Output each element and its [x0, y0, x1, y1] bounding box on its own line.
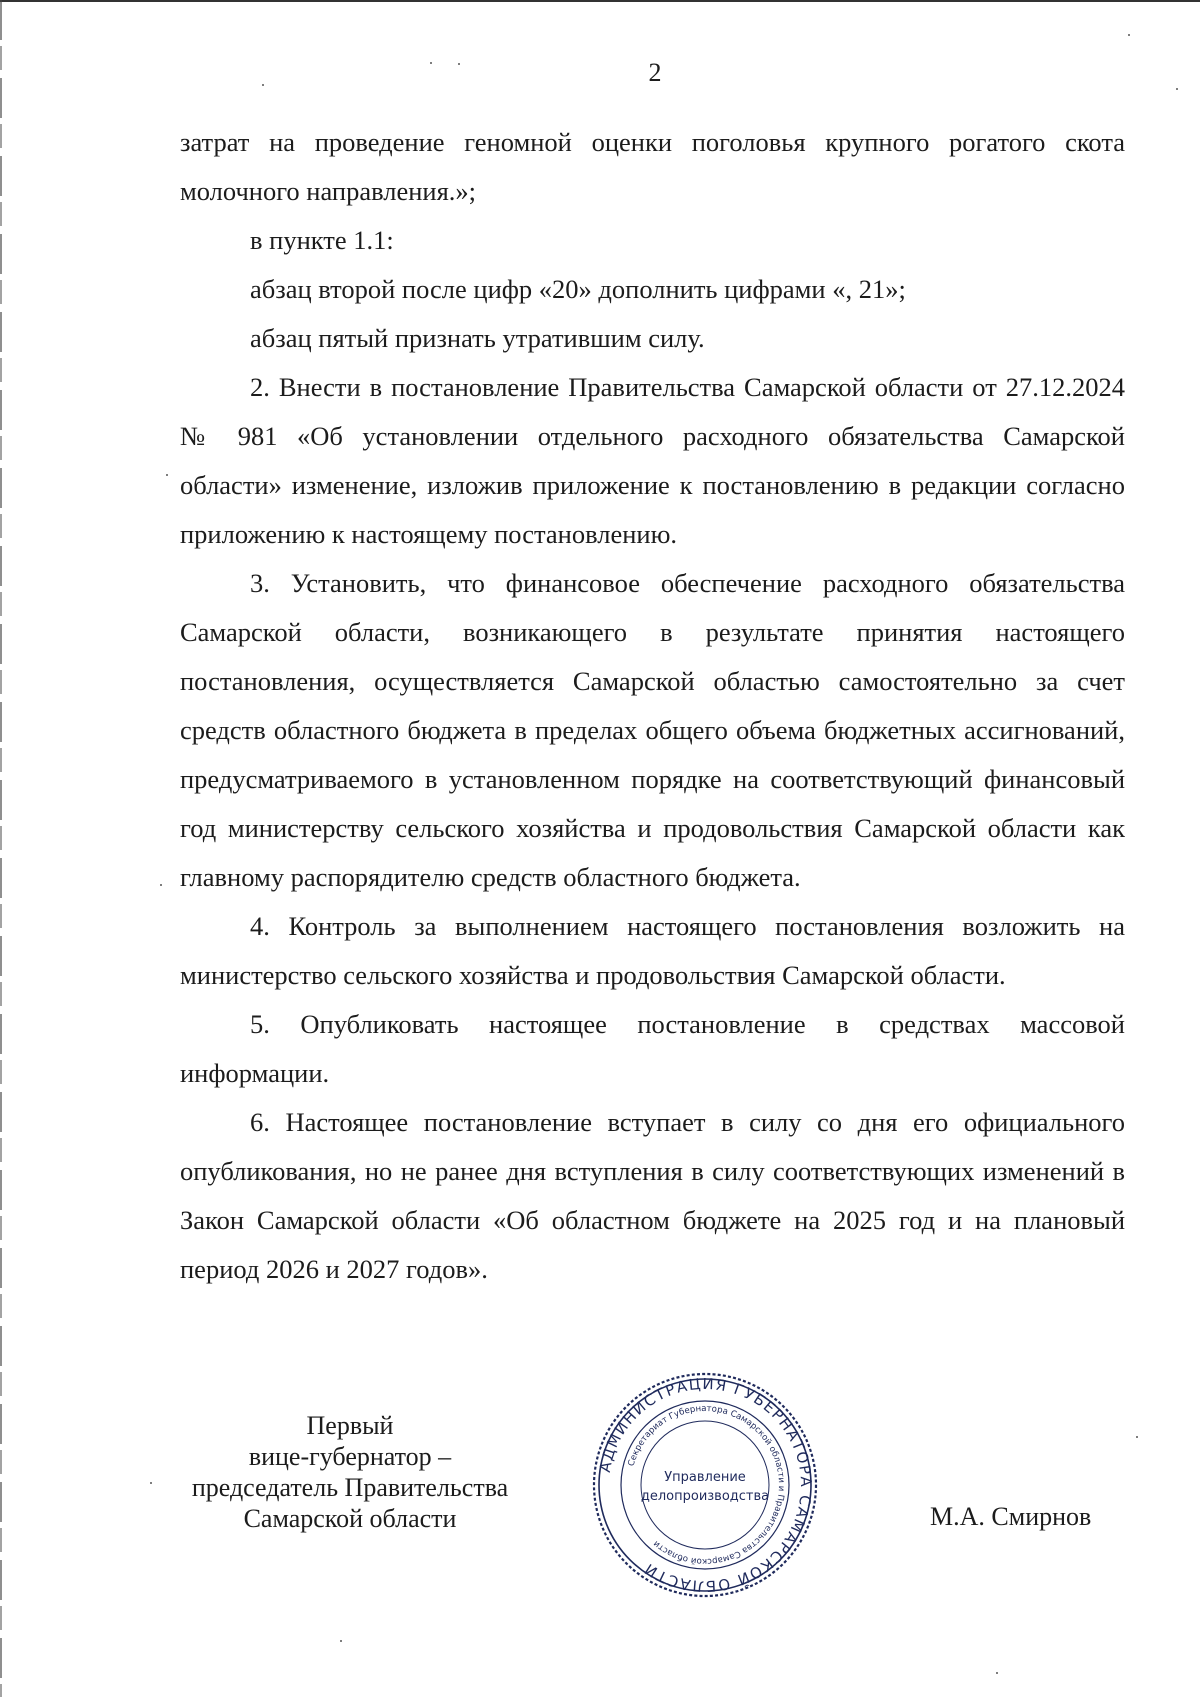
scan-speck	[458, 63, 460, 65]
scan-top-edge	[0, 0, 1200, 2]
signature-block	[0, 1374, 1200, 1630]
signatory-position-line: Первый	[306, 1411, 394, 1440]
signatory-position-line: Самарской области	[243, 1504, 457, 1533]
scan-speck	[1136, 1436, 1138, 1438]
paragraph: затрат на проведение геномной оценки поголовья крупного рогатого скота молочного направления.»;	[180, 127, 1125, 206]
scan-speck	[340, 1640, 342, 1642]
scan-speck	[150, 1482, 152, 1484]
paragraph: абзац пятый признать утратившим силу.	[250, 323, 705, 353]
scan-speck	[1176, 88, 1178, 90]
seal-inner-text: Секретариат Губернатора Самарской области и Правительства Самарской области	[626, 1403, 787, 1567]
signatory-position	[140, 1410, 560, 1534]
scan-speck	[262, 84, 264, 86]
seal-outer-text: АДМИНИСТРАЦИЯ ГУБЕРНАТОРА САМАРСКОЙ ОБЛАСТИ	[595, 1374, 816, 1596]
scan-speck	[166, 474, 168, 476]
seal-center-line: Управление	[664, 1470, 746, 1485]
paragraph: в пункте 1.1:	[250, 225, 394, 255]
paragraph: 4. Контроль за выполнением настоящего постановления возложить на министерство сельского хозяйства и продовольствия Самарской области.	[180, 911, 1125, 990]
paragraph: абзац второй после цифр «20» дополнить цифрами «, 21»;	[250, 274, 906, 304]
seal-graphic	[590, 1370, 820, 1600]
signatory-name: М.А. Смирнов	[930, 1502, 1092, 1531]
paragraph: 6. Настоящее постановление вступает в силу со дня его официального опубликования, но не ранее дня вступления в силу соответствующих изменений в Закон Самарской области «Об областном бюджете на 2025 год и на плановый период 2026 и 2027 годов».	[180, 1107, 1125, 1284]
scan-speck	[996, 1672, 998, 1674]
seal-center-line: делопроизводства	[640, 1489, 770, 1504]
page-number: 2	[648, 58, 662, 87]
paragraph: 5. Опубликовать настоящее постановление в средствах массовой информации.	[180, 1009, 1125, 1088]
paragraph: 2. Внести в постановление Правительства Самарской области от 27.12.2024 № 981 «Об установлении отдельного расходного обязательства Самарской области» изменение, изложив приложение к постановлению в редакции согласно приложению к настоящему постановлению.	[180, 372, 1125, 549]
paragraph: 3. Установить, что финансовое обеспечение расходного обязательства Самарской области, возникающего в результате принятия настоящего постановления, осуществляется Самарской областью самостоятельно за счет средств областного бюджета в пределах общего объема бюджетных ассигнований, предусматриваемого в установленном порядке на соответствующий финансовый год министерству сельского хозяйства и продовольствия Самарской области как главному распорядителю средств областного бюджета.	[180, 568, 1125, 892]
signatory-position-line: председатель Правительства	[191, 1473, 509, 1502]
document-body	[180, 118, 1125, 1294]
official-seal	[590, 1370, 820, 1600]
scan-speck	[1128, 34, 1130, 36]
scan-speck	[430, 62, 432, 64]
scan-speck	[160, 884, 162, 886]
signatory-position-line: вице-губернатор –	[248, 1442, 452, 1471]
